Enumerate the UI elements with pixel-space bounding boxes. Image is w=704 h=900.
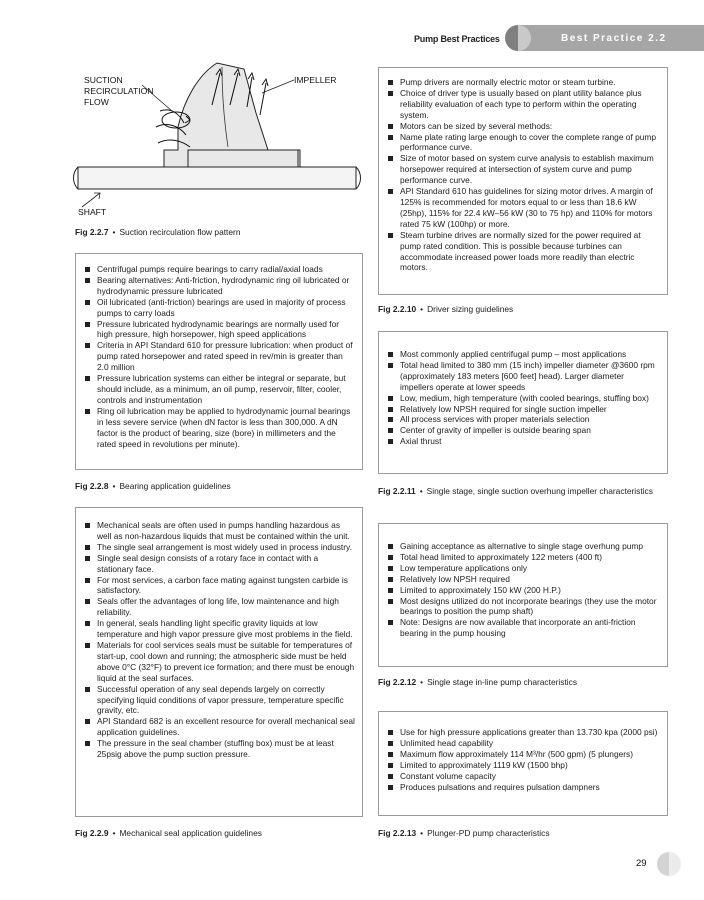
- list-item: Note: Designs are now available that incorporate an anti-friction bearing in the pump housing: [387, 617, 659, 639]
- plunger-pump-list: [387, 727, 659, 792]
- box-fig-2-2-9: [75, 507, 363, 817]
- list-item: Steam turbine drives are normally sized for the power required at pump rated condition. This is possible because turbines can accommodate increased power loads more readily than electric motors.: [387, 230, 659, 274]
- list-item: API Standard 610 has guidelines for sizing motor drives. A margin of 125% is recommended for motors equal to or less than 18.6 kW (25hp), 115% for 22.4 kW–56 kW (30 to 75 hp) and 110% for motors rated 75 kW (100hp) or more.: [387, 186, 659, 230]
- caption-number: Fig 2.2.12: [378, 677, 417, 687]
- caption-fig-2-2-11: Fig 2.2.11 • Single stage, single suction overhung impeller characteristics: [378, 486, 653, 496]
- section-label: Best Practice 2.2: [561, 33, 667, 44]
- header-circle: [505, 25, 531, 51]
- box-fig-2-2-8: [75, 253, 363, 470]
- list-item: Low, medium, high temperature (with cooled bearings, stuffing box): [387, 393, 659, 404]
- caption-text: Single stage in-line pump characteristics: [427, 677, 578, 687]
- caption-fig-2-2-13: Fig 2.2.13 • Plunger-PD pump characteristics: [378, 828, 550, 838]
- list-item: Single seal design consists of a rotary face in contact with a stationary face.: [84, 553, 356, 575]
- list-item: API Standard 682 is an excellent resource for overall mechanical seal application guidelines.: [84, 716, 356, 738]
- caption-fig-2-2-10: Fig 2.2.10 • Driver sizing guidelines: [378, 304, 514, 314]
- caption-number: Fig 2.2.13: [378, 828, 417, 838]
- list-item: Pressure lubrication systems can either be integral or separate, but should include, as a minimum, an oil pump, reservoir, filter, cooler, controls and instrumentation: [84, 373, 354, 406]
- impeller-hub: [188, 150, 298, 167]
- list-item: Constant volume capacity: [387, 771, 659, 782]
- caption-fig-2-2-12: Fig 2.2.12 • Single stage in-line pump characteristics: [378, 677, 578, 687]
- label-suction: SUCTION: [84, 75, 123, 85]
- list-item: Use for high pressure applications greater than 13.730 kpa (2000 psi): [387, 727, 659, 738]
- list-item: Mechanical seals are often used in pumps handling hazardous as well as non-hazardous liquids that must be contained within the unit.: [84, 520, 356, 542]
- box-fig-2-2-10: [378, 67, 668, 295]
- list-item: For most services, a carbon face mating against tungsten carbide is satisfactory.: [84, 575, 356, 597]
- list-item: Unlimited head capability: [387, 738, 659, 749]
- caption-text: Mechanical seal application guidelines: [119, 828, 262, 838]
- page-number: 29: [636, 858, 647, 869]
- caption-number: Fig 2.2.8: [75, 481, 109, 491]
- list-item: Oil lubricated (anti-friction) bearings are used in majority of process pumps to carry loads: [84, 297, 354, 319]
- list-item: Criteria in API Standard 610 for pressure lubrication: when product of pump rated horsepower and rated speed in rev/min is greater than 2.0 million: [84, 340, 354, 373]
- list-item: Relatively low NPSH required: [387, 574, 659, 585]
- label-shaft: SHAFT: [78, 207, 107, 217]
- list-item: In general, seals handling light specific gravity liquids at low temperature and high vapor pressure give most problems in the field.: [84, 618, 356, 640]
- caption-text: Suction recirculation flow pattern: [119, 227, 241, 237]
- caption-text: Single stage, single suction overhung impeller characteristics: [426, 486, 653, 496]
- bearing-guidelines-list: [84, 264, 354, 449]
- footer-circle: [657, 852, 681, 876]
- box-fig-2-2-13: [378, 711, 668, 816]
- list-item: Total head limited to approximately 122 meters (400 ft): [387, 552, 659, 563]
- list-item: Successful operation of any seal depends largely on correctly specifying liquid conditions of vapor pressure, temperature specific gravity, etc.: [84, 684, 356, 717]
- list-item: Bearing alternatives: Anti-friction, hydrodynamic ring oil lubricated or hydrodynamic pressure lubricated: [84, 275, 354, 297]
- list-item: Most commonly applied centrifugal pump – most applications: [387, 349, 659, 360]
- caption-text: Bearing application guidelines: [119, 481, 231, 491]
- overhung-impeller-list: [387, 349, 659, 447]
- list-item: The single seal arrangement is most widely used in process industry.: [84, 542, 356, 553]
- label-impeller: IMPELLER: [294, 75, 337, 85]
- caption-fig-2-2-8: Fig 2.2.8 • Bearing application guidelines: [75, 481, 231, 491]
- list-item: Size of motor based on system curve analysis to establish maximum horsepower required at intersection of system curve and pump performance curve.: [387, 153, 659, 186]
- list-item: Materials for cool services seals must be suitable for temperatures of start-up, cool down and running; the atmospheric side must be held above 0°C (32°F) to prevent ice formation; and there must be enough liquid at the seal surfaces.: [84, 640, 356, 684]
- list-item: Pressure lubricated hydrodynamic bearings are normally used for high pressure, high horsepower, high speed applications: [84, 319, 354, 341]
- label-recirculation: RECIRCULATION: [84, 86, 154, 96]
- list-item: Motors can be sized by several methods:: [387, 121, 659, 132]
- list-item: Limited to approximately 150 kW (200 H.P.): [387, 585, 659, 596]
- caption-text: Driver sizing guidelines: [427, 304, 514, 314]
- shaft-leader: [82, 193, 100, 207]
- caption-number: Fig 2.2.10: [378, 304, 417, 314]
- caption-number: Fig 2.2.9: [75, 828, 109, 838]
- inline-pump-list: [387, 541, 659, 639]
- seal-guidelines-list: [84, 520, 356, 760]
- list-item: Seals offer the advantages of long life, low maintenance and high reliability.: [84, 596, 356, 618]
- list-item: The pressure in the seal chamber (stuffing box) must be at least 25psig above the pump suction pressure.: [84, 738, 356, 760]
- caption-number: Fig 2.2.7: [75, 227, 109, 237]
- list-item: Gaining acceptance as alternative to single stage overhung pump: [387, 541, 659, 552]
- list-item: Centrifugal pumps require bearings to carry radial/axial loads: [84, 264, 354, 275]
- list-item: Limited to approximately 1119 kW (1500 bhp): [387, 760, 659, 771]
- caption-fig-2-2-7: Fig 2.2.7 • Suction recirculation flow pattern: [75, 227, 241, 237]
- label-flow: FLOW: [84, 97, 109, 107]
- list-item: Maximum flow approximately 114 M³/hr (500 gpm) (5 plungers): [387, 749, 659, 760]
- list-item: Most designs utilized do not incorporate bearings (they use the motor bearings to position the pump shaft): [387, 596, 659, 618]
- list-item: Center of gravity of impeller is outside bearing span: [387, 425, 659, 436]
- box-fig-2-2-12: [378, 523, 668, 667]
- list-item: Axial thrust: [387, 436, 659, 447]
- list-item: Low temperature applications only: [387, 563, 659, 574]
- list-item: Name plate rating large enough to cover the complete range of pump performance curve.: [387, 132, 659, 154]
- caption-text: Plunger-PD pump characteristics: [427, 828, 550, 838]
- list-item: Produces pulsations and requires pulsation dampners: [387, 782, 659, 793]
- list-item: Relatively low NPSH required for single suction impeller: [387, 404, 659, 415]
- caption-fig-2-2-9: Fig 2.2.9 • Mechanical seal application guidelines: [75, 828, 262, 838]
- list-item: Ring oil lubrication may be applied to hydrodynamic journal bearings in less severe service (when dN factor is less than 300,000. A dN factor is the product of bearing, size (bore) in millimeters and the rated speed in revolutions per minute).: [84, 406, 354, 450]
- caption-number: Fig 2.2.11: [378, 486, 416, 496]
- driver-sizing-list: [387, 77, 659, 273]
- list-item: Choice of driver type is usually based on plant utility balance plus reliability evaluation of each type to perform within the operating system.: [387, 88, 659, 121]
- list-item: Total head limited to 380 mm (15 inch) impeller diameter @3600 rpm (approximately 183 meters [600 feet] head). Larger diameter impellers operate at lower speeds: [387, 360, 659, 393]
- list-item: All process services with proper materials selection: [387, 414, 659, 425]
- list-item: Pump drivers are normally electric motor or steam turbine.: [387, 77, 659, 88]
- shaft-body: [78, 167, 356, 189]
- box-fig-2-2-11: [378, 331, 668, 474]
- running-title: Pump Best Practices: [414, 34, 500, 44]
